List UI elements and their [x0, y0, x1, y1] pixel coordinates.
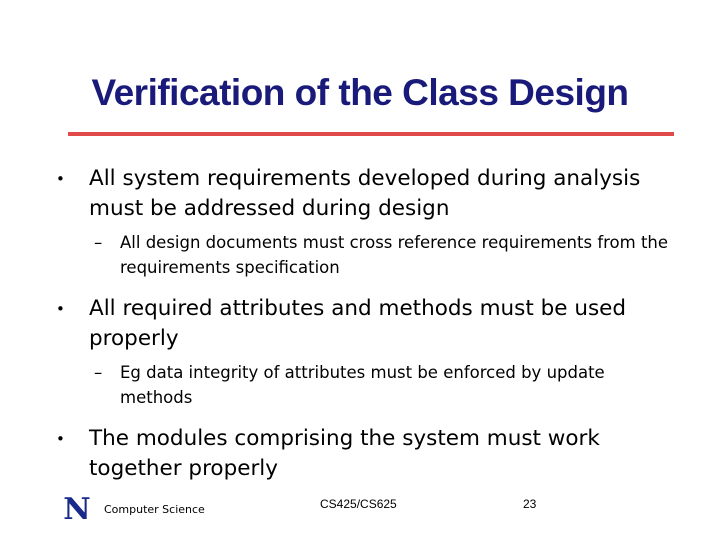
slide-title: Verification of the Class Design	[91, 72, 629, 113]
logo-letter: N	[63, 494, 91, 522]
sub-bullet-item	[56, 360, 676, 410]
footer-page-number: 23	[523, 497, 537, 511]
bullet-dot-icon: •	[56, 300, 65, 318]
footer-course: CS425/CS625	[320, 497, 397, 511]
footer-department: Computer Science	[104, 503, 205, 516]
sub-bullet-text: All design documents must cross reference requirements from the requirements specification	[120, 233, 669, 277]
bullet-text: The modules comprising the system must work together properly	[89, 426, 600, 481]
university-n-logo-icon	[60, 494, 94, 522]
bullet-item	[56, 294, 676, 354]
dash-icon: –	[94, 233, 103, 252]
dash-icon: –	[94, 363, 103, 382]
bullet-item	[56, 424, 676, 484]
bullet-list	[56, 164, 676, 490]
bullet-text: All system requirements developed during analysis must be addressed during design	[89, 166, 641, 221]
sub-bullet-text: Eg data integrity of attributes must be enforced by update methods	[120, 363, 605, 407]
bullet-item	[56, 164, 676, 224]
bullet-dot-icon: •	[56, 170, 65, 188]
bullet-dot-icon: •	[56, 430, 65, 448]
title-underline	[68, 132, 674, 136]
sub-bullet-item	[56, 230, 676, 280]
bullet-text: All required attributes and methods must be used properly	[89, 296, 627, 351]
